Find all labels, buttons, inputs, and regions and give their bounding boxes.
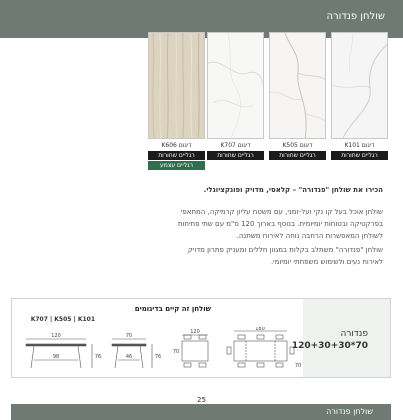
marble-texture: [332, 33, 388, 139]
chair-icon: [227, 347, 231, 354]
intro-paragraph: שולחן "פנדורה" משתלב בקלות במגוון חללים ומעניק פתרון מדויק לאירוח נעים ולשימוש משפחתי יומיומי.: [187, 246, 383, 266]
alt-leg-color-label: רגליים עצמע: [148, 161, 205, 170]
header-title: שולחן פנדורה: [326, 11, 385, 22]
drawing-label: 76: [154, 354, 162, 360]
top-view-table: [182, 341, 208, 361]
swatch-k505: [269, 32, 326, 139]
product-dimensions: 120+30+30*70: [291, 341, 368, 351]
leg-color-label: רגליים שחורות: [148, 151, 205, 160]
drawing-label: 46: [125, 354, 133, 360]
swatch-model-label: דיגום K101: [344, 142, 375, 149]
end-view-top: [112, 344, 146, 346]
table-leg: [78, 346, 81, 368]
table-leg: [31, 346, 34, 368]
chair-icon: [276, 363, 283, 367]
wood-texture: [149, 33, 205, 139]
leg-color-label: רגליים שחורות: [331, 151, 388, 160]
chair-icon: [199, 363, 206, 367]
chair-icon: [184, 363, 191, 367]
drawing-label: 180: [255, 327, 265, 332]
swatch-model-label: דיגום K606: [161, 142, 192, 149]
available-models-title: שולחן זה קיים בדיגומים: [134, 305, 211, 313]
table-leg: [140, 346, 143, 368]
swatch-k101: [331, 32, 388, 139]
chair-icon: [238, 363, 245, 367]
drawing-label: 70: [125, 333, 133, 339]
product-name: פנדורה: [340, 329, 368, 339]
chair-icon: [257, 335, 264, 339]
marble-texture: [270, 33, 326, 139]
available-models-list: K707 | K505 | K101: [30, 316, 95, 323]
drawing-label: 120: [51, 333, 61, 339]
marble-texture: [208, 33, 264, 139]
leg-color-label: רגליים שחורות: [207, 151, 264, 160]
side-view-top: [26, 344, 86, 346]
technical-drawings: [12, 327, 303, 377]
extended-top-view-table: [234, 341, 287, 361]
chair-icon: [257, 363, 264, 367]
swatch-k707: [207, 32, 264, 139]
chair-icon: [276, 335, 283, 339]
footer-title: שולחן פנדורה: [326, 407, 373, 416]
swatch-model-label: דיגום K505: [282, 142, 313, 149]
drawing-label: 120: [190, 329, 200, 335]
page-number: 25: [197, 396, 206, 404]
drawing-label: 70: [172, 349, 180, 355]
intro-heading: הכירו את שולחן "פנדורה" – קלאסי, מדויק ופונקציונלי.: [203, 186, 383, 194]
intro-paragraph: שולחן אוכל בעל קו נקי ועל-זמני, עם משטח עליון קרמיקה, המתאפי בפרקטיקה ובטוחות יומיומית. בנוסף בארוך 120 ס"מ עם שתי פתיחות לשולחן המאפשרות הרחבה נוחה לאירוח משתנה.: [177, 208, 383, 240]
table-leg: [115, 346, 118, 368]
swatch-k606: [148, 32, 205, 139]
chair-icon: [238, 335, 245, 339]
drawing-label: 98: [52, 354, 60, 360]
page-footer: [11, 404, 391, 420]
swatch-model-label: דיגום K707: [220, 142, 251, 149]
leg-color-label: רגליים שחורות: [269, 151, 326, 160]
drawing-label: 70: [294, 363, 302, 369]
chair-icon: [199, 335, 206, 339]
spec-panel: [11, 298, 391, 378]
drawing-label: 76: [94, 354, 102, 360]
chair-icon: [184, 335, 191, 339]
technical-drawings-area: [12, 299, 303, 377]
